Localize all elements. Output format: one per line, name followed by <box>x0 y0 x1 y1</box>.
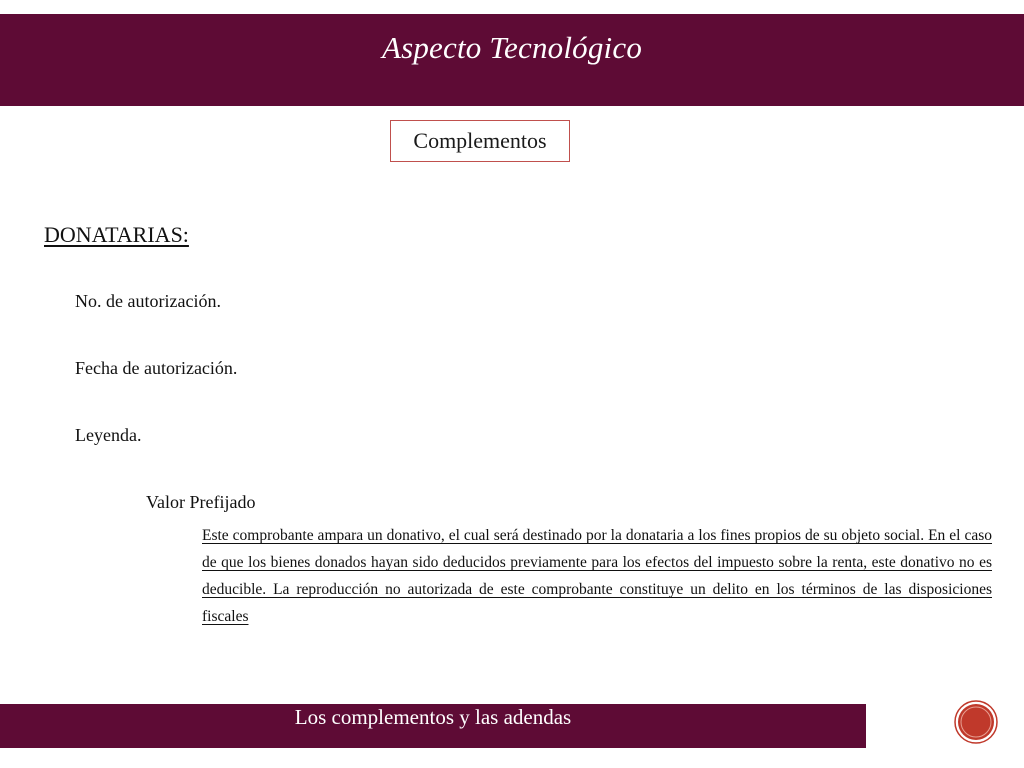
subtitle-box <box>390 120 570 162</box>
subtitle-label: Complementos <box>413 128 547 153</box>
section-heading: DONATARIAS: <box>44 222 189 247</box>
legend-paragraph: Este comprobante ampara un donativo, el cual será destinado por la donataria a los fines propios de su objeto social. En el caso de que los bienes donados hayan sido deducidos previamente para los efectos del impuesto sobre la renta, este donativo no es deducible. La reproducción no autorizada de este comprobante constituye un delito en los términos de las disposiciones fiscales <box>202 527 992 625</box>
circle-badge-icon <box>954 700 998 744</box>
footer-text: Los complementos y las adendas <box>294 705 572 729</box>
list-item-authorization-number: No. de autorización. <box>75 291 221 311</box>
slide-title: Aspecto Tecnológico <box>381 30 643 65</box>
list-item-authorization-date: Fecha de autorización. <box>75 358 238 378</box>
sub-heading-default-value: Valor Prefijado <box>146 492 256 512</box>
list-item-legend: Leyenda. <box>75 425 142 445</box>
